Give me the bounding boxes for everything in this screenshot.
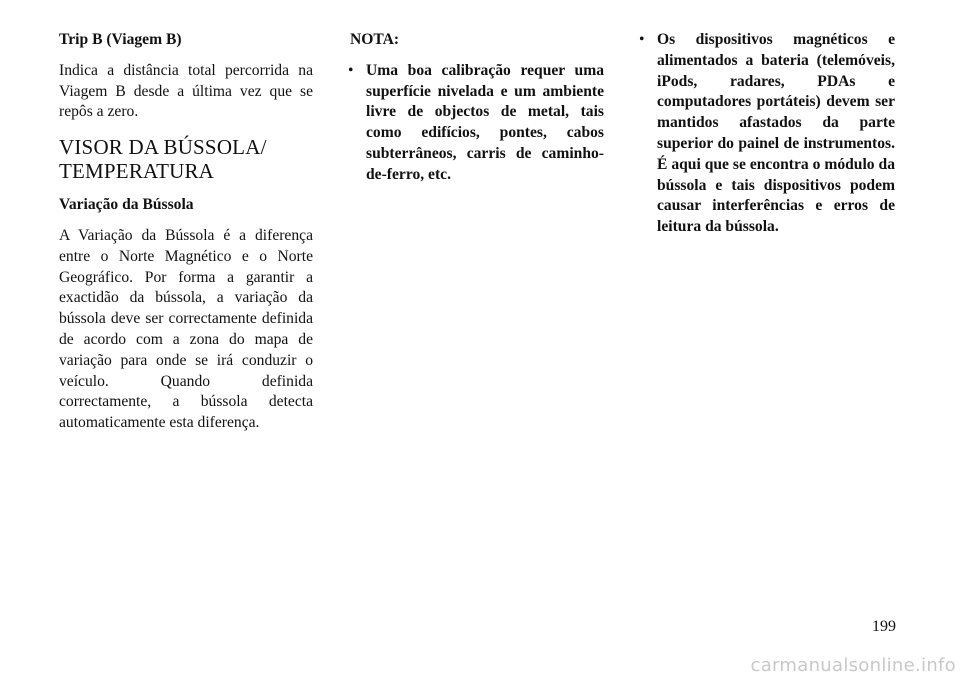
note-bullet-list <box>350 61 604 186</box>
trip-b-heading: Trip B (Viagem B) <box>59 31 182 48</box>
note-bullet-calibration <box>350 61 604 186</box>
middle-column <box>350 30 604 186</box>
left-column <box>59 30 313 434</box>
compass-variation-description: A Variação da Bússola é a diferença entre o Norte Magnético e o Norte Geográfico. Por forma a garantir a exactidão da bússola, a variação da bússola deve ser correctamente definida de acordo com a zona do mapa de variação para onde se irá conduzir o veículo. Quando definida correctamente, a bússola detecta automaticamente esta diferença. <box>59 226 313 432</box>
note-bullet-calibration-text: Uma boa calibração requer uma superfície nivelada e um ambiente livre de objectos de metal, tais como edifícios, pontes, cabos subterrâneos, carris de caminho-de-ferro, etc. <box>366 61 604 183</box>
bullet-icon: • <box>348 61 354 79</box>
section-title-line-2: TEMPERATURA <box>59 159 215 184</box>
right-column <box>641 30 895 238</box>
trip-b-description: Indica a distância total percorrida na Viagem B desde a última vez que se repôs a zero. <box>59 61 313 121</box>
note-bullet-devices <box>641 30 895 238</box>
note-label: NOTA: <box>350 31 400 48</box>
note-bullet-devices-text: Os dispositivos magnéticos e alimentados a bateria (telemóveis, iPods, radares, PDAs e computadores portáteis) devem ser mantidos afastados da parte superior do painel de instrumentos. É aqui que se encontra o módulo da bússola e tais dispositivos podem causar interferências e erros de leitura da bússola. <box>657 31 895 236</box>
devices-bullet-list <box>641 30 895 238</box>
section-title-line-1: VISOR DA BÚSSOLA/ <box>59 135 267 160</box>
compass-variation-heading: Variação da Bússola <box>59 196 194 214</box>
section-title <box>59 135 313 183</box>
watermark: carmanualsonline.info <box>750 655 956 676</box>
page-number: 199 <box>872 618 896 635</box>
bullet-icon: • <box>639 31 645 48</box>
